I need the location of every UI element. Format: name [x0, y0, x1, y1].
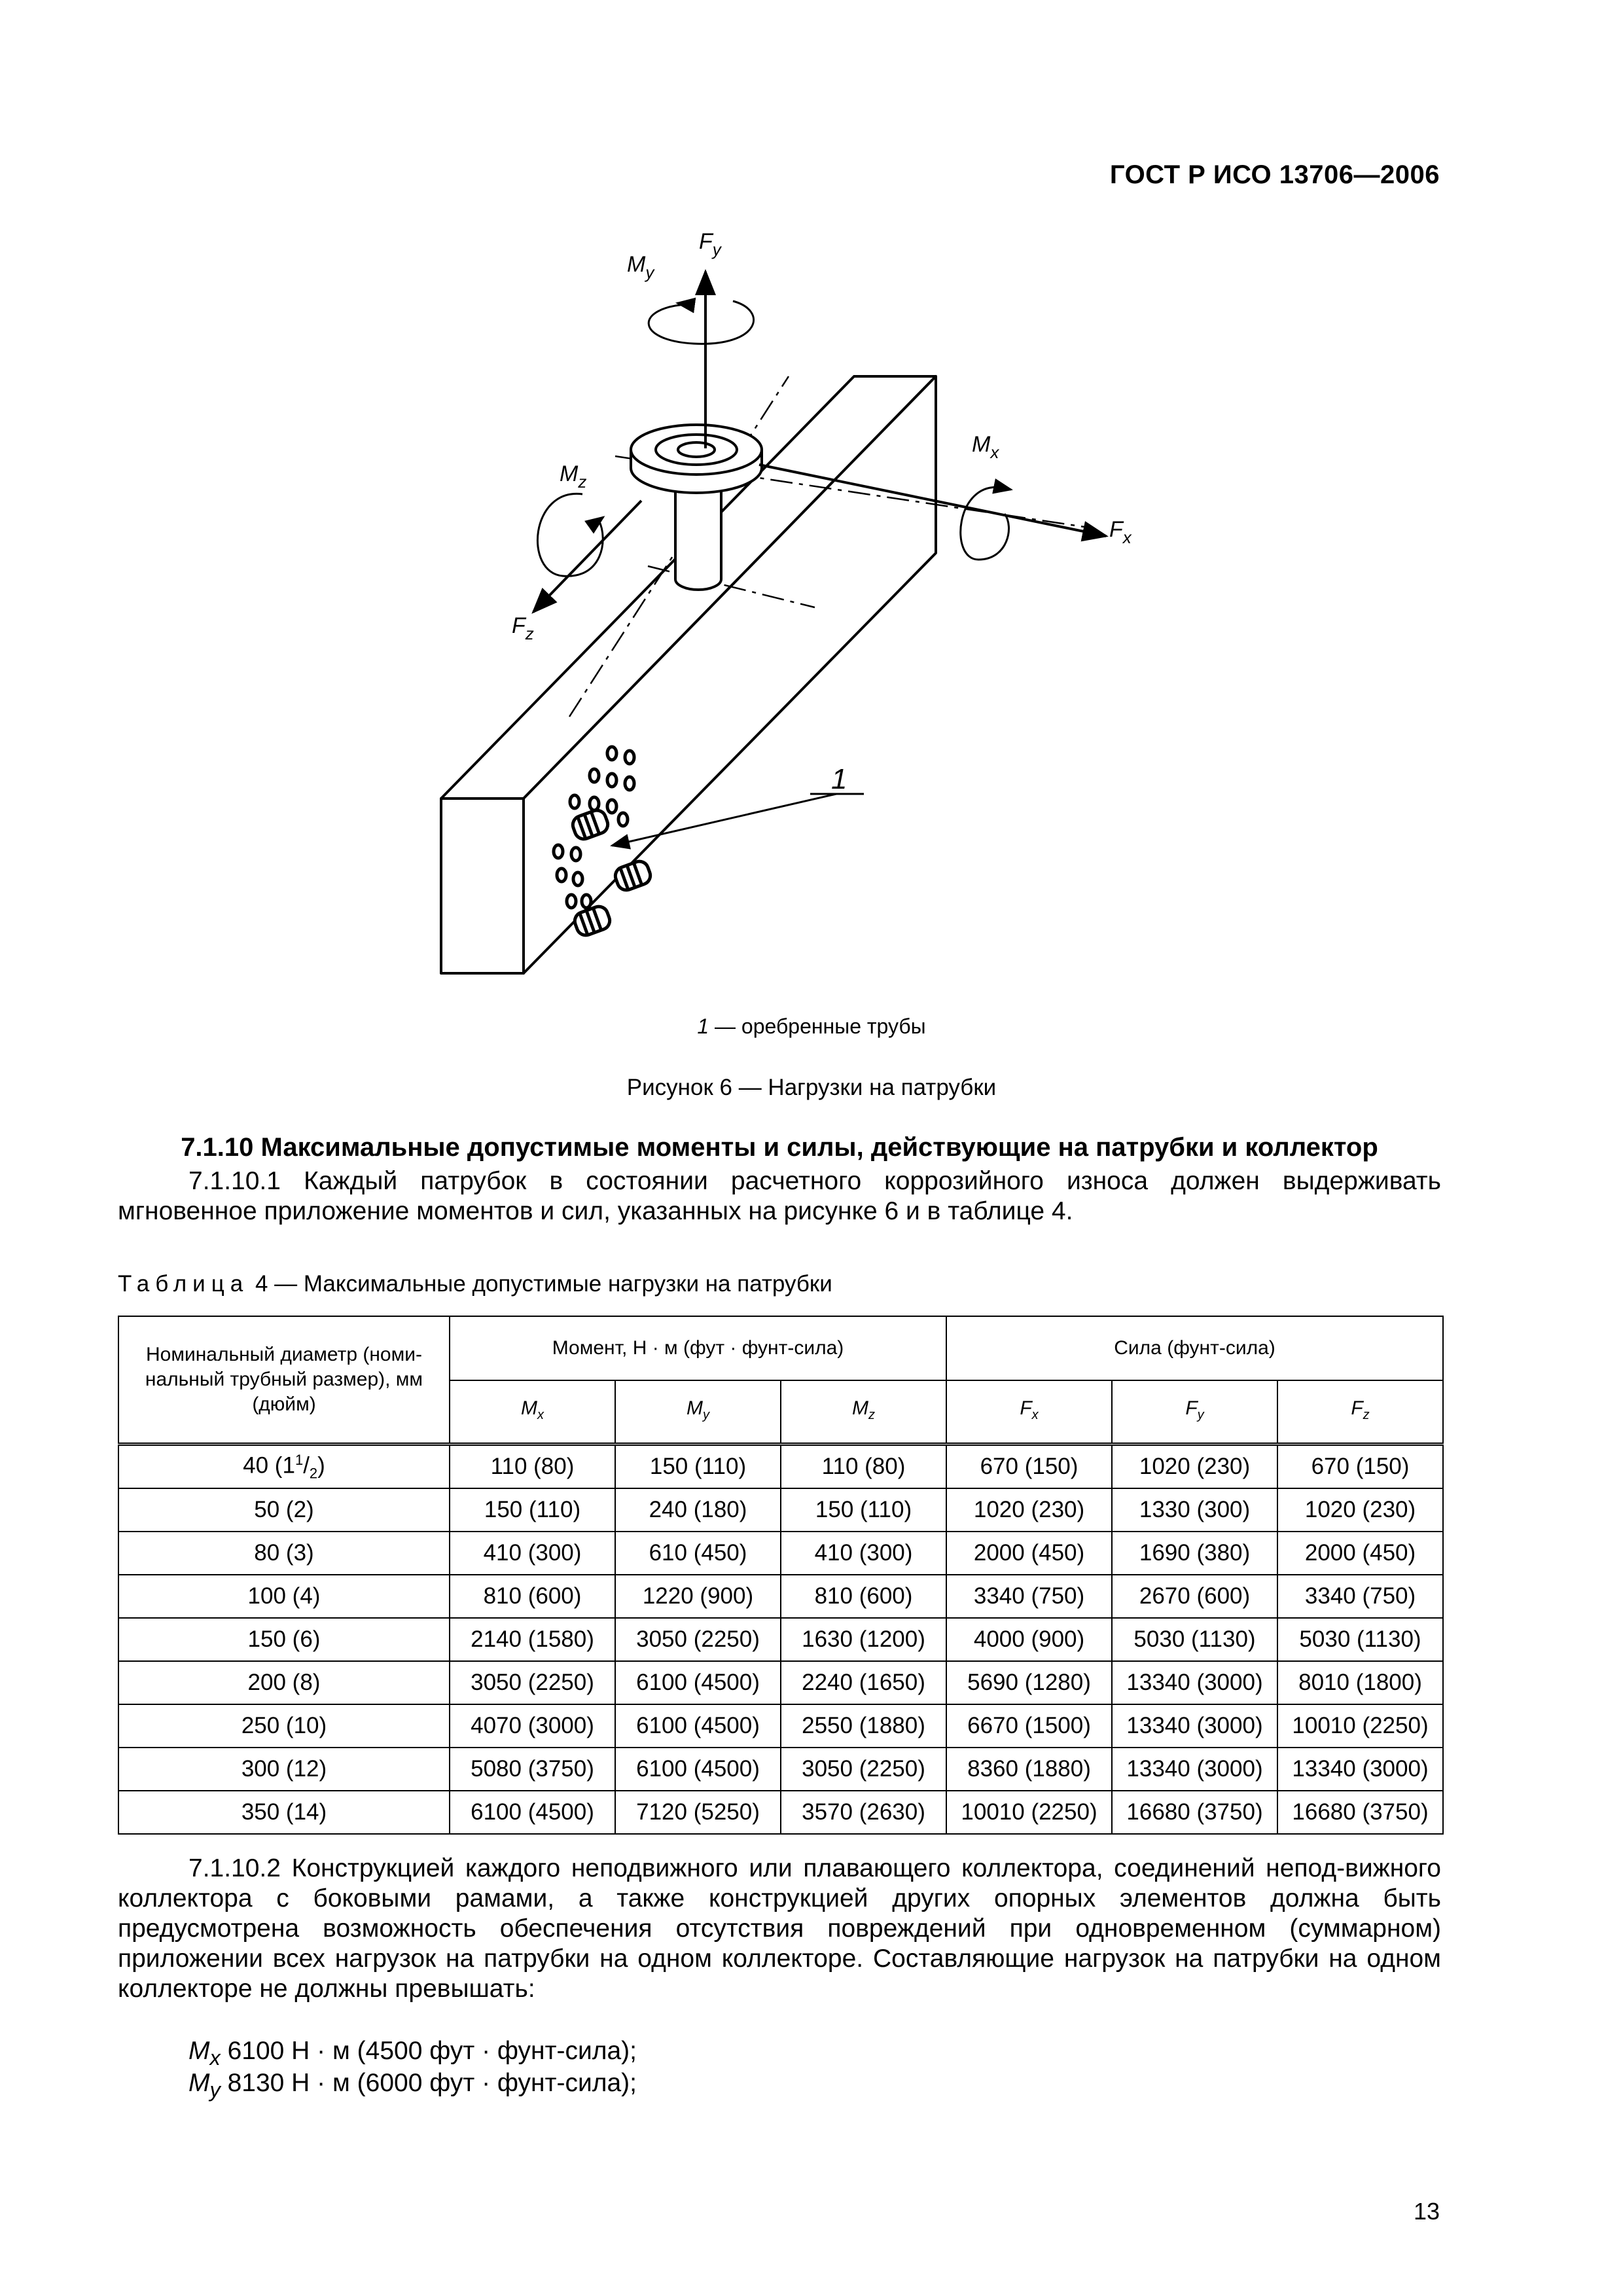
cell-value: 1330 (300): [1112, 1488, 1277, 1532]
cell-value: 1020 (230): [946, 1488, 1112, 1532]
cell-diameter: 300 (12): [118, 1748, 450, 1791]
limit-mx: $M_x$ 6100 Н · м (4500 фут · фунт-сила);: [188, 2037, 637, 2070]
section-heading: 7.1.10 Максимальные допустимые моменты и силы, действующие на патрубки и коллектор: [181, 1133, 1378, 1162]
figure-legend: [0, 1014, 1623, 1039]
table-row: [118, 1661, 1443, 1704]
cell-value: 13340 (3000): [1112, 1704, 1277, 1748]
table-row: [118, 1488, 1443, 1532]
cell-value: 1690 (380): [1112, 1532, 1277, 1575]
cell-value: 2000 (450): [1277, 1532, 1443, 1575]
cell-diameter: 250 (10): [118, 1704, 450, 1748]
cell-value: 6100 (4500): [615, 1748, 781, 1791]
paragraph-7-1-10-2: 7.1.10.2 Конструкцией каждого неподвижного или плавающего коллектора, соединений непод-вижного коллектора с боковыми рамами, а также конструкцией других опорных элементов должна быть предусмотрена возможность обеспечения отсутствия повреждений при одновременном (суммарном) приложении всех нагрузок на патрубки на одном коллекторе. Составляющие нагрузок на патрубки на одном коллекторе не должны превышать:: [118, 1854, 1441, 2003]
table-row: [118, 1444, 1443, 1489]
cell-value: 2000 (450): [946, 1532, 1112, 1575]
cell-value: 10010 (2250): [1277, 1704, 1443, 1748]
cell-value: 13340 (3000): [1112, 1748, 1277, 1791]
nozzle-stub: [675, 488, 721, 590]
legend-text: — оребренные трубы: [709, 1014, 926, 1038]
paragraph-7-1-10-1: 7.1.10.1 Каждый патрубок в состоянии расчетного коррозийного износа должен выдерживать мгновенное приложение моментов и сил, указанных на рисунке 6 и в таблице 4.: [118, 1167, 1441, 1225]
mx-label: $M_x$: [972, 432, 999, 462]
fz-label: $F_z$: [512, 613, 534, 643]
cell-value: 4070 (3000): [450, 1704, 615, 1748]
cell-value: 670 (150): [946, 1444, 1112, 1489]
table-caption-text: — Максимальные допустимые нагрузки на патрубки: [268, 1271, 832, 1297]
cell-value: 5690 (1280): [946, 1661, 1112, 1704]
cell-value: 4000 (900): [946, 1618, 1112, 1661]
cell-value: 610 (450): [615, 1532, 781, 1575]
cell-value: 3050 (2250): [615, 1618, 781, 1661]
cell-diameter: 150 (6): [118, 1618, 450, 1661]
mz-label: $M_z$: [560, 461, 587, 492]
cell-value: 810 (600): [450, 1575, 615, 1618]
nozzle-loads-table: [118, 1316, 1444, 1835]
document-header: ГОСТ Р ИСО 13706—2006: [1109, 160, 1440, 189]
cell-value: 670 (150): [1277, 1444, 1443, 1489]
cell-value: 2670 (600): [1112, 1575, 1277, 1618]
mx-rotation-arrow: [961, 487, 1009, 560]
cell-value: 10010 (2250): [946, 1791, 1112, 1834]
fy-label: $F_y$: [699, 229, 721, 259]
figure-caption: Рисунок 6 — Нагрузки на патрубки: [626, 1075, 997, 1100]
cell-value: 3340 (750): [1277, 1575, 1443, 1618]
table-row: [118, 1748, 1443, 1791]
cell-value: 2550 (1880): [781, 1704, 946, 1748]
limit-my: $M_y$ 8130 Н · м (6000 фут · фунт-сила);: [188, 2069, 637, 2102]
cell-value: 16680 (3750): [1112, 1791, 1277, 1834]
cell-value: 6670 (1500): [946, 1704, 1112, 1748]
cell-value: 110 (80): [450, 1444, 615, 1489]
cell-diameter: 200 (8): [118, 1661, 450, 1704]
cell-diameter: 40 $(1^1/_2)$: [118, 1444, 450, 1489]
fz-arrow: [533, 501, 641, 612]
cell-value: 3050 (2250): [450, 1661, 615, 1704]
cell-value: 5030 (1130): [1277, 1618, 1443, 1661]
cell-diameter: 50 (2): [118, 1488, 450, 1532]
header-mx: $M_x$: [450, 1380, 615, 1444]
nozzle-loads-figure: [419, 219, 1204, 992]
page-number: 13: [1413, 2198, 1440, 2225]
table-caption-number: 4: [255, 1271, 268, 1297]
cell-value: 1020 (230): [1277, 1488, 1443, 1532]
cell-value: 13340 (3000): [1112, 1661, 1277, 1704]
beam-end-face: [441, 798, 524, 973]
my-label: $M_y$: [627, 252, 654, 282]
cell-value: 3570 (2630): [781, 1791, 946, 1834]
header-fx: $F_x$: [946, 1380, 1112, 1444]
cell-value: 110 (80): [781, 1444, 946, 1489]
cell-value: 13340 (3000): [1277, 1748, 1443, 1791]
header-moment: Момент, Н · м (фут · фунт-сила): [450, 1316, 946, 1380]
fx-label: $F_x$: [1109, 517, 1132, 547]
cell-value: 410 (300): [450, 1532, 615, 1575]
cell-value: 2240 (1650): [781, 1661, 946, 1704]
table-row: [118, 1575, 1443, 1618]
cell-diameter: 80 (3): [118, 1532, 450, 1575]
mz-rotation-arrow: [537, 493, 603, 576]
cell-value: 7120 (5250): [615, 1791, 781, 1834]
table-row: [118, 1532, 1443, 1575]
cell-value: 6100 (4500): [615, 1704, 781, 1748]
cell-value: 16680 (3750): [1277, 1791, 1443, 1834]
table-caption-word: Таблица: [118, 1271, 249, 1297]
cell-value: 8360 (1880): [946, 1748, 1112, 1791]
cell-value: 1020 (230): [1112, 1444, 1277, 1489]
header-fy: $F_y$: [1112, 1380, 1277, 1444]
my-rotation-arrow: [649, 301, 753, 344]
cell-value: 3340 (750): [946, 1575, 1112, 1618]
header-nominal-diameter: Номинальный диаметр (номи-нальный трубный размер), мм (дюйм): [118, 1316, 450, 1444]
cell-value: 6100 (4500): [615, 1661, 781, 1704]
cell-value: 1630 (1200): [781, 1618, 946, 1661]
legend-number: 1: [697, 1014, 709, 1038]
table-row: [118, 1618, 1443, 1661]
cell-value: 3050 (2250): [781, 1748, 946, 1791]
cell-value: 150 (110): [615, 1444, 781, 1489]
cell-value: 810 (600): [781, 1575, 946, 1618]
header-fz: $F_z$: [1277, 1380, 1443, 1444]
cell-value: 410 (300): [781, 1532, 946, 1575]
cell-diameter: 100 (4): [118, 1575, 450, 1618]
cell-value: 6100 (4500): [450, 1791, 615, 1834]
header-my: $M_y$: [615, 1380, 781, 1444]
table-row: [118, 1791, 1443, 1834]
table-caption: [118, 1271, 832, 1297]
cell-value: 150 (110): [781, 1488, 946, 1532]
table-row: [118, 1704, 1443, 1748]
header-force: Сила (фунт-сила): [946, 1316, 1443, 1380]
cell-value: 2140 (1580): [450, 1618, 615, 1661]
cell-value: 5080 (3750): [450, 1748, 615, 1791]
cell-value: 8010 (1800): [1277, 1661, 1443, 1704]
cell-diameter: 350 (14): [118, 1791, 450, 1834]
item-1-label: 1: [831, 763, 847, 795]
cell-value: 150 (110): [450, 1488, 615, 1532]
header-mz: $M_z$: [781, 1380, 946, 1444]
cell-value: 240 (180): [615, 1488, 781, 1532]
cell-value: 5030 (1130): [1112, 1618, 1277, 1661]
cell-value: 1220 (900): [615, 1575, 781, 1618]
